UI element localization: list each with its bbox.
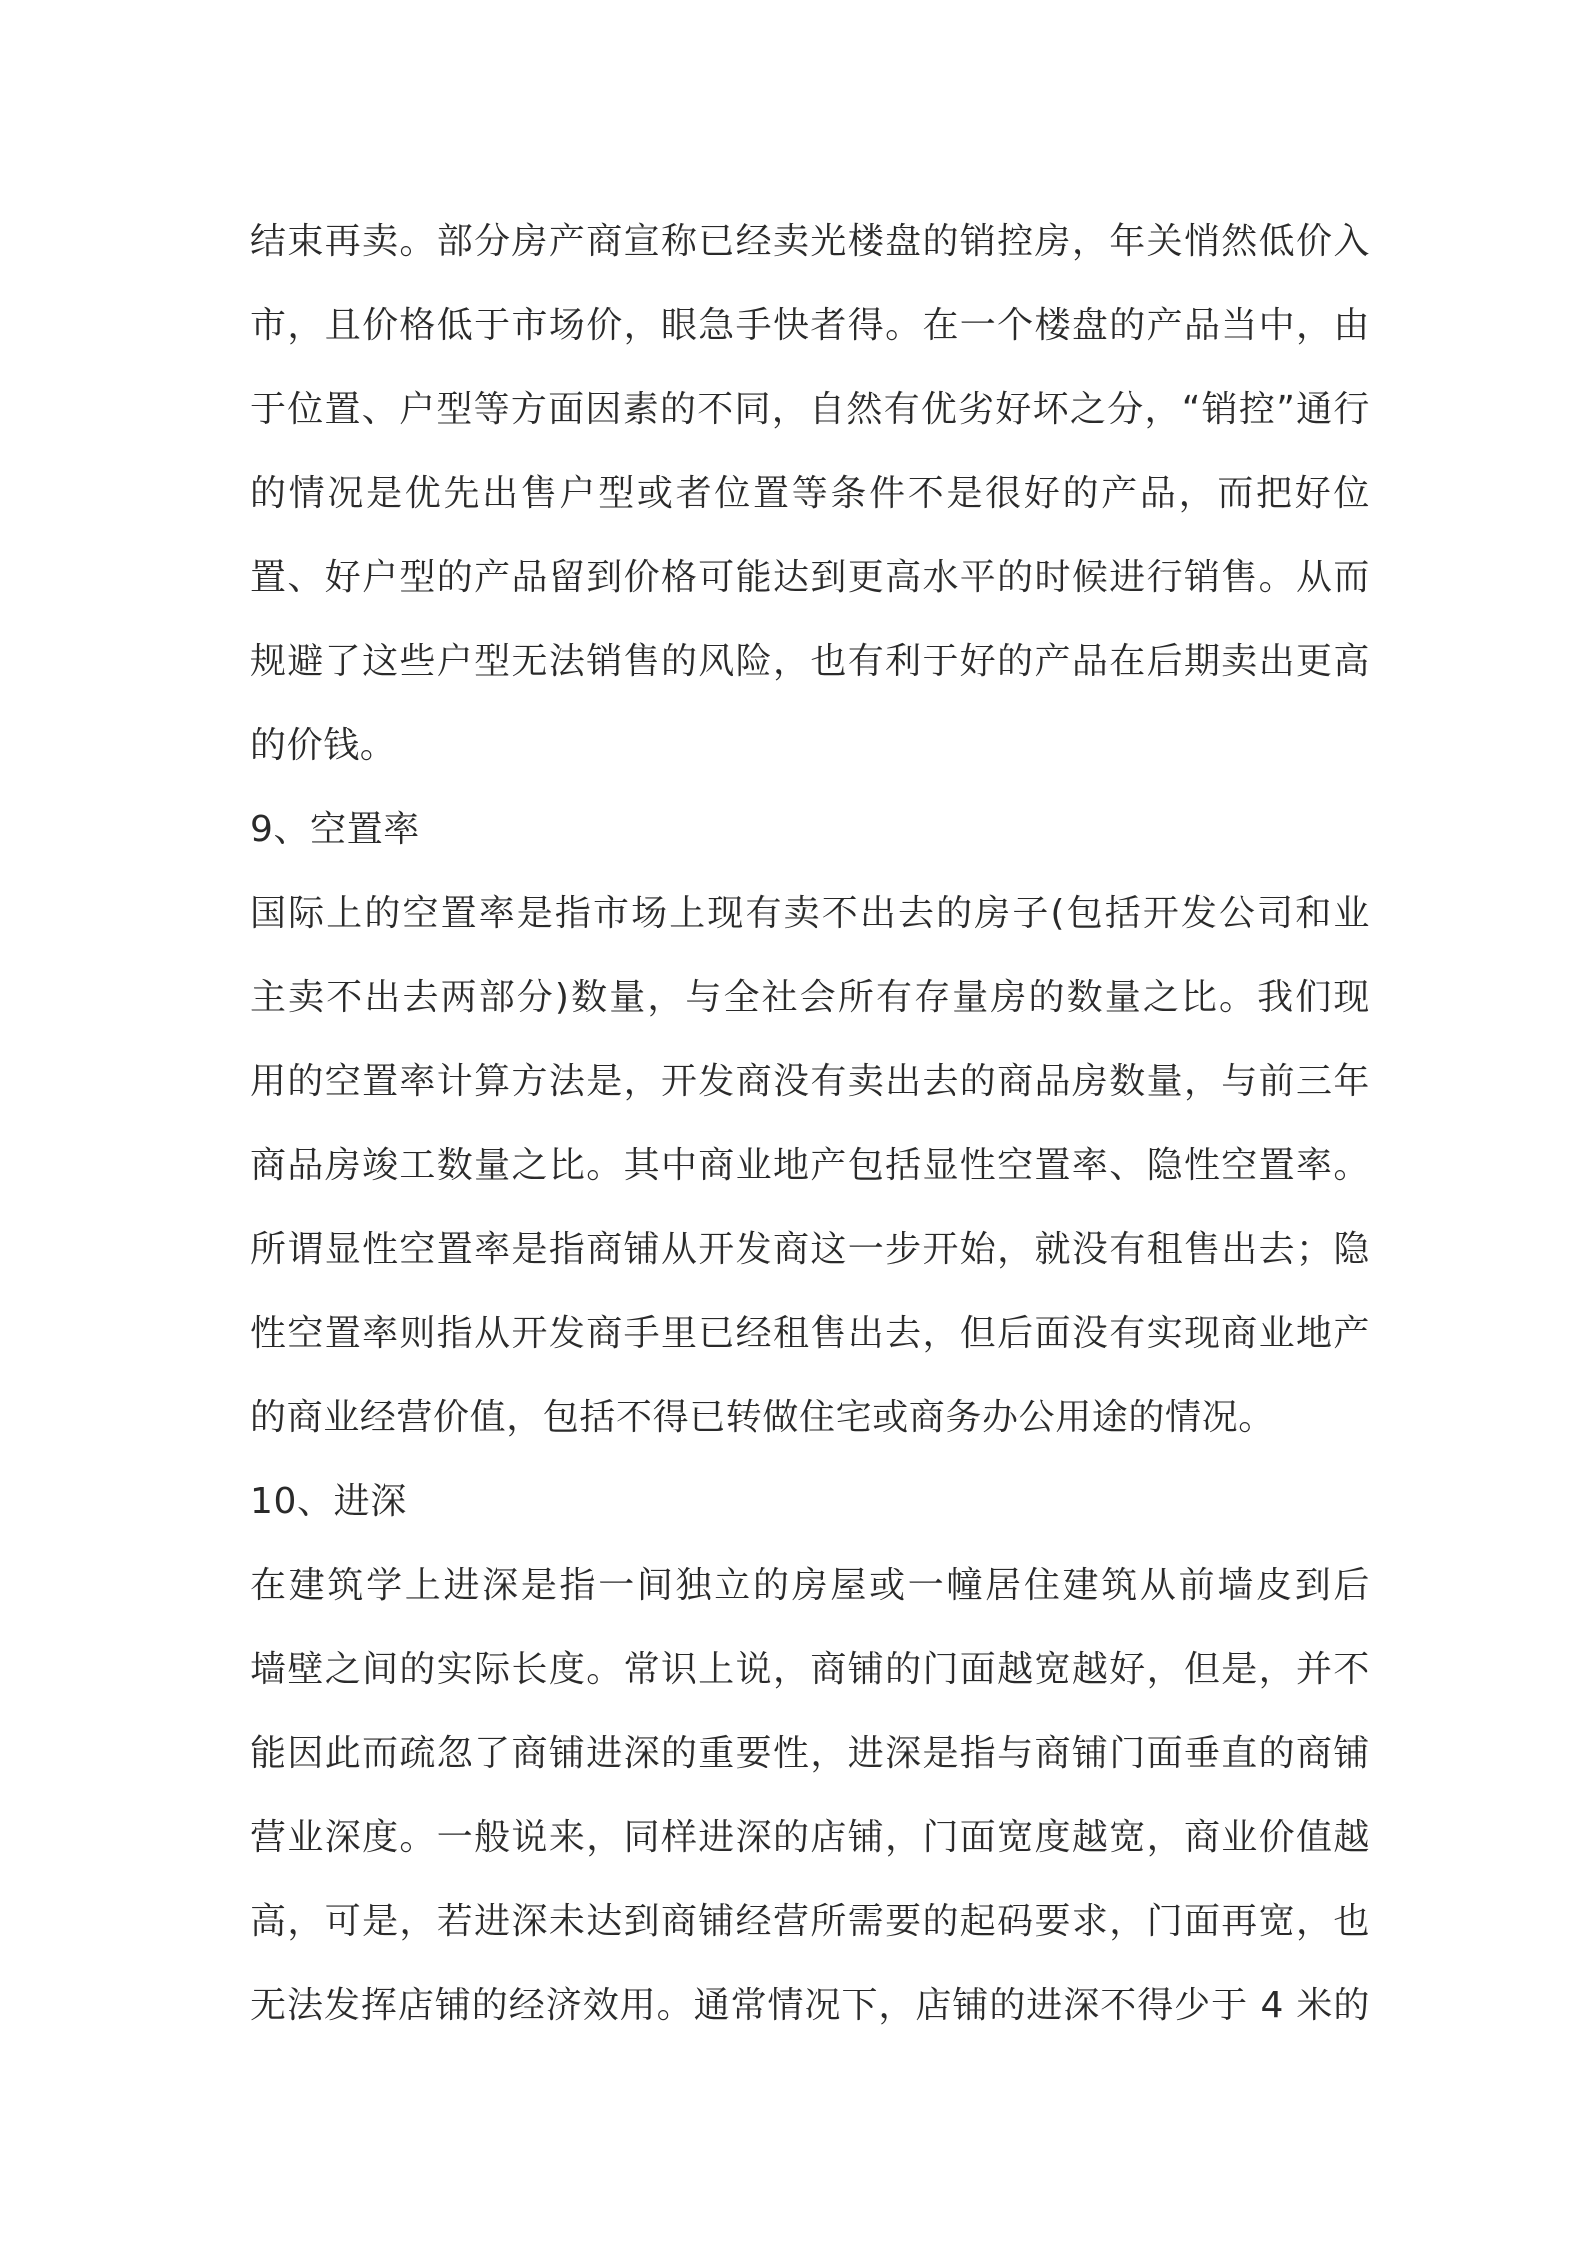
paragraph-line: 所谓显性空置率是指商铺从开发商这一步开始，就没有租售出去；隐 [250,1229,1370,1270]
paragraph-line: 主卖不出去两部分)数量，与全社会所有存量房的数量之比。我们现 [250,977,1370,1018]
paragraph-line: 用的空置率计算方法是，开发商没有卖出去的商品房数量，与前三年 [250,1061,1370,1102]
paragraph-line: 在建筑学上进深是指一间独立的房屋或一幢居住建筑从前墙皮到后 [250,1565,1370,1606]
paragraph-line: 置、好户型的产品留到价格可能达到更高水平的时候进行销售。从而 [250,557,1370,598]
paragraph-line: 结束再卖。部分房产商宣称已经卖光楼盘的销控房，年关悄然低价入 [250,221,1370,262]
paragraph-line: 规避了这些户型无法销售的风险，也有利于好的产品在后期卖出更高 [250,641,1370,682]
paragraph-line: 国际上的空置率是指市场上现有卖不出去的房子(包括开发公司和业 [250,893,1370,934]
paragraph-line: 商品房竣工数量之比。其中商业地产包括显性空置率、隐性空置率。 [250,1145,1370,1186]
paragraph-line: 高，可是，若进深未达到商铺经营所需要的起码要求，门面再宽，也 [250,1901,1370,1942]
section-heading-depth: 10、进深 [250,1481,407,1522]
paragraph-line: 营业深度。一般说来，同样进深的店铺，门面宽度越宽，商业价值越 [250,1817,1370,1858]
paragraph-line-last: 的价钱。 [250,725,397,766]
paragraph-line: 市，且价格低于市场价，眼急手快者得。在一个楼盘的产品当中，由 [250,305,1370,346]
paragraph-line: 墙壁之间的实际长度。常识上说，商铺的门面越宽越好，但是，并不 [250,1649,1370,1690]
paragraph-line: 能因此而疏忽了商铺进深的重要性，进深是指与商铺门面垂直的商铺 [250,1733,1370,1774]
paragraph-line: 性空置率则指从开发商手里已经租售出去，但后面没有实现商业地产 [250,1313,1370,1354]
paragraph-line: 无法发挥店铺的经济效用。通常情况下，店铺的进深不得少于 4 米的 [250,1985,1370,2026]
section-heading-vacancy-rate: 9、空置率 [250,809,420,850]
paragraph-line-last: 的商业经营价值，包括不得已转做住宅或商务办公用途的情况。 [250,1397,1275,1438]
paragraph-line: 的情况是优先出售户型或者位置等条件不是很好的产品，而把好位 [250,473,1370,514]
paragraph-line: 于位置、户型等方面因素的不同，自然有优劣好坏之分，“销控”通行 [250,389,1370,430]
